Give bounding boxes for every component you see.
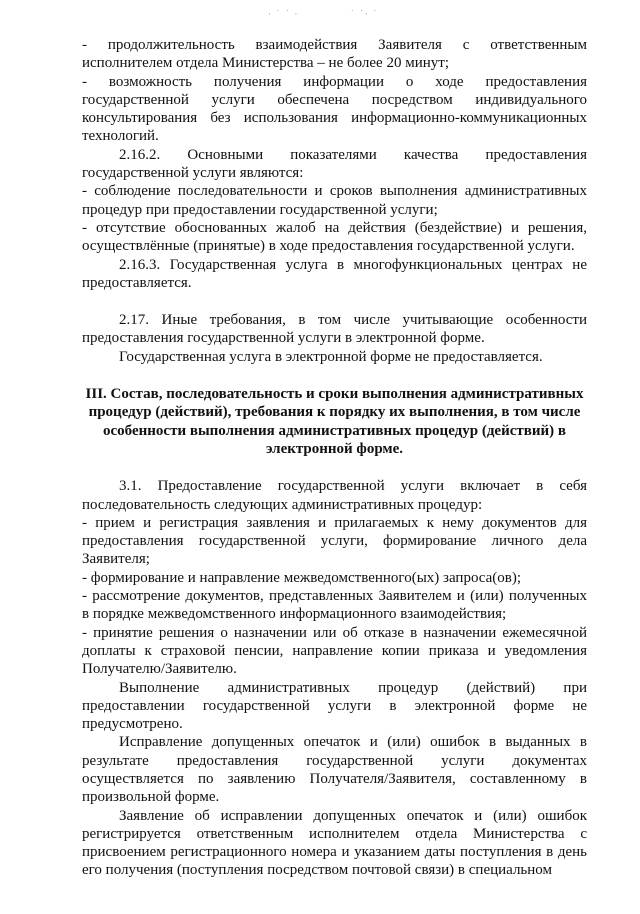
page-header-mark: ˙ ˙· ˙ xyxy=(350,10,379,20)
paragraph-spacer xyxy=(82,366,587,385)
paragraph: - рассмотрение документов, представленных Заявителем и (или) полученных в порядке межведомственного информационного взаимодействия; xyxy=(82,588,587,623)
paragraph: - формирование и направление межведомственного(ых) запроса(ов); xyxy=(82,569,522,586)
paragraph: Государственная услуга в электронной форме не предоставляется. xyxy=(119,348,543,365)
paragraph: Заявление об исправлении допущенных опечаток и (или) ошибок регистрируется ответственным исполнителем отдела Министерства с присвоением регистрационного номера и указанием даты поступления в день его получения (поступления посредством почтовой связи) в специальном xyxy=(82,807,587,879)
paragraph: 2.16.3. Государственная услуга в многофункциональных центрах не предоставляется. xyxy=(82,256,587,291)
paragraph: 2.16.2. Основными показателями качества предоставления государственной услуги являются: xyxy=(82,146,587,182)
paragraph: - возможность получения информации о ходе предоставления государственной услуги обеспечена посредством индивидуального консультирования без использования информационно-коммуникационных технологий. xyxy=(82,73,587,145)
paragraph: - прием и регистрация заявления и прилагаемых к нему документов для предоставления государственной услуги, формирование личного дела Заявителя; xyxy=(82,514,587,568)
document-body xyxy=(82,36,587,880)
section-heading: III. Состав, последовательность и сроки выполнения административных процедур (действий), требования к порядку их выполнения, в том числе особенности выполнения административных процедур (действий) в электронной форме. xyxy=(85,386,584,457)
paragraph: - отсутствие обоснованных жалоб на действия (бездействие) и решения, осуществлённые (принятые) в ходе предоставления государственной услуги. xyxy=(82,219,587,255)
paragraph: Исправление допущенных опечаток и (или) ошибок в выданных в результате предоставления государственной услуги документах осуществляется по заявлению Получателя/Заявителя, составленному в произвольной форме. xyxy=(82,734,587,806)
paragraph: - соблюдение последовательности и сроков выполнения административных процедур при предоставлении государственной услуги; xyxy=(82,183,587,218)
page-header-mark: · ˙ ˙ · xyxy=(268,10,299,20)
paragraph: Выполнение административных процедур (действий) при предоставлении государственной услуги в электронной форме не предусмотрено. xyxy=(82,679,587,733)
paragraph-spacer xyxy=(82,292,587,311)
paragraph-spacer xyxy=(82,458,587,477)
paragraph: - продолжительность взаимодействия Заявителя с ответственным исполнителем отдела Министерства – не более 20 минут; xyxy=(82,37,587,72)
paragraph: 2.17. Иные требования, в том числе учитывающие особенности предоставления государственной услуги в электронной форме. xyxy=(82,312,587,347)
paragraph: - принятие решения о назначении или об отказе в назначении ежемесячной доплаты к страховой пенсии, направление копии приказа и уведомления Получателю/Заявителю. xyxy=(82,624,587,678)
paragraph: 3.1. Предоставление государственной услуги включает в себя последовательность следующих административных процедур: xyxy=(82,478,587,513)
